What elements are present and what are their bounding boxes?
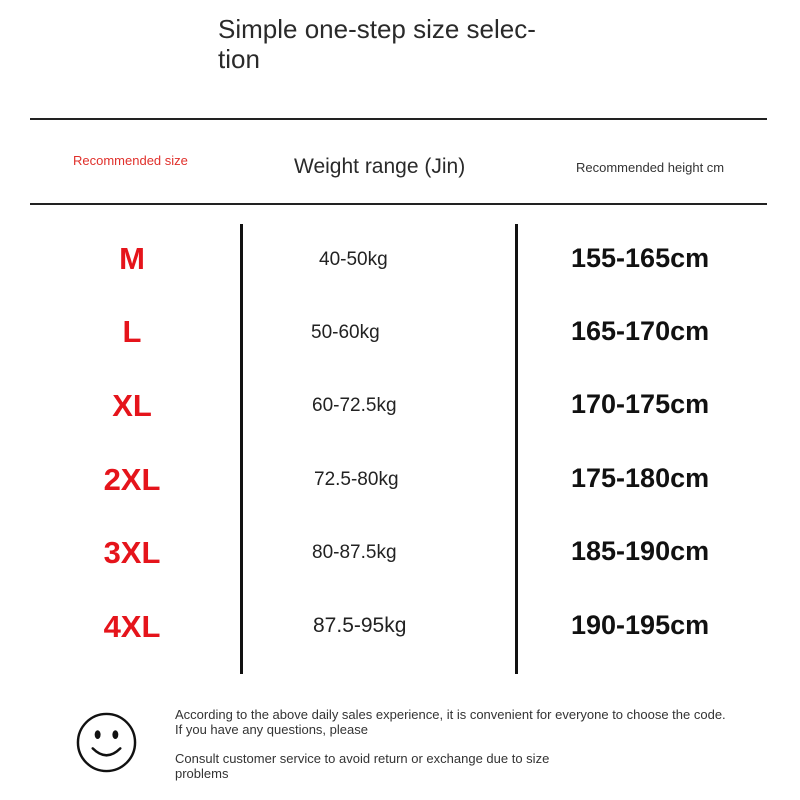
- table-header-rule: [30, 203, 767, 205]
- weight-range-value: 60-72.5kg: [312, 395, 397, 416]
- header-weight-range: Weight range (Jin): [294, 155, 466, 178]
- weight-range-value: 40-50kg: [319, 249, 388, 270]
- size-label: 4XL: [103, 609, 161, 644]
- header-recommended-size: Recommended size: [73, 153, 188, 168]
- customer-service-note: Consult customer service to avoid return or exchange due to size problems: [175, 751, 550, 781]
- weight-range-value: 50-60kg: [311, 322, 380, 343]
- height-range-value: 185-190cm: [571, 536, 710, 566]
- table-row: [0, 446, 800, 506]
- size-label: 2XL: [103, 462, 161, 497]
- table-row: [0, 373, 800, 433]
- size-label: XL: [112, 388, 152, 423]
- page-title: Simple one-step size selec-tion: [218, 14, 536, 74]
- height-range-value: 165-170cm: [571, 316, 710, 346]
- table-row: [0, 299, 800, 359]
- header-recommended-height: Recommended height cm: [576, 160, 725, 175]
- size-label: 3XL: [103, 535, 161, 570]
- table-top-rule: [30, 118, 767, 120]
- weight-range-value: 72.5-80kg: [314, 469, 399, 490]
- size-label: M: [119, 241, 145, 276]
- height-range-value: 190-195cm: [571, 610, 710, 640]
- table-row: [0, 226, 800, 286]
- table-row: [0, 593, 800, 653]
- weight-range-value: 87.5-95kg: [313, 614, 407, 637]
- table-row: [0, 519, 800, 579]
- height-range-value: 175-180cm: [571, 463, 710, 493]
- height-range-value: 155-165cm: [571, 243, 710, 273]
- sales-experience-note: According to the above daily sales experience, it is convenient for everyone to choose the code. If you have any questions, please: [175, 707, 726, 737]
- size-label: L: [122, 314, 142, 349]
- weight-range-value: 80-87.5kg: [312, 542, 397, 563]
- smiley-face-icon: [75, 711, 138, 774]
- height-range-value: 170-175cm: [571, 389, 710, 419]
